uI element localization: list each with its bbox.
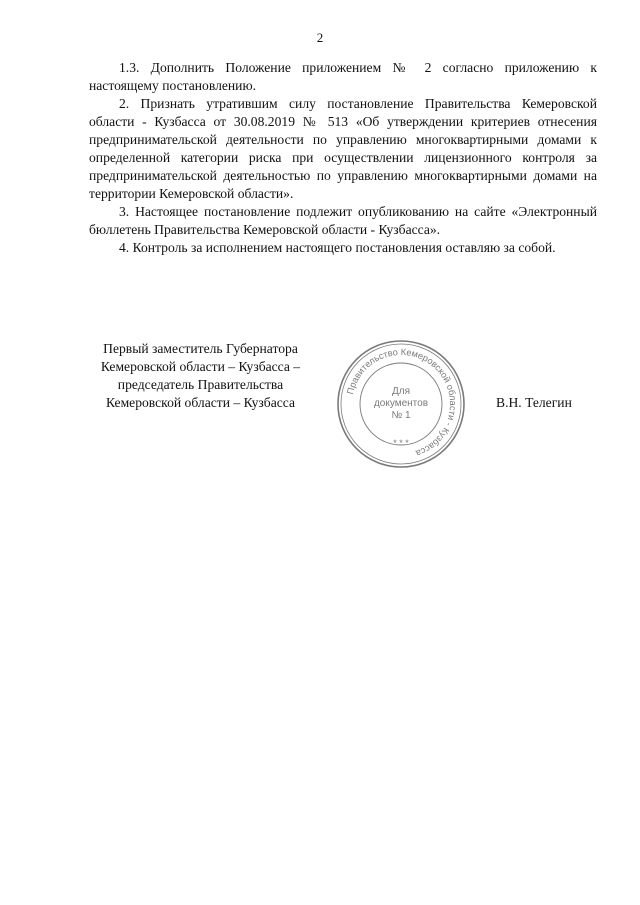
seal-ring-text: Правительство Кемеровской области - Кузбасса — [345, 346, 459, 459]
signatory-name: В.Н. Телегин — [496, 395, 572, 410]
document-body — [89, 59, 597, 257]
paragraph-4: 4. Контроль за исполнением настоящего постановления оставляю за собой. — [119, 240, 556, 255]
seal-center-line: документов — [373, 398, 429, 409]
seal-stars: * * * — [393, 438, 409, 448]
paragraph-2: 2. Признать утратившим силу постановление Правительства Кемеровской области - Кузбасса от 30.08.2019 № 513 «Об утверждении критериев отнесения предпринимательской деятельности по управлению многоквартирными домами к определенной категории риска при осуществлении лицензионного контроля за предпринимательской деятельностью по управлению многоквартирными домами на территории Кемеровской области». — [89, 96, 597, 201]
page-number: 2 — [316, 30, 324, 45]
paragraph-1-3: 1.3. Дополнить Положение приложением № 2 согласно приложению к настоящему постановлению. — [89, 60, 597, 93]
signatory-position — [78, 340, 323, 412]
signatory-position-line: Кемеровской области – Кузбасса – — [100, 359, 301, 374]
signatory-position-line: председатель Правительства — [117, 377, 284, 392]
signatory-position-line: Первый заместитель Губернатора — [103, 341, 298, 356]
paragraph-3: 3. Настоящее постановление подлежит опубликованию на сайте «Электронный бюллетень Правительства Кемеровской области - Кузбасса». — [89, 204, 597, 237]
official-seal — [335, 338, 467, 470]
signatory-position-line: Кемеровской области – Кузбасса — [105, 395, 296, 410]
seal-center-line: Для — [391, 386, 411, 397]
seal-center-line: № 1 — [391, 410, 411, 421]
